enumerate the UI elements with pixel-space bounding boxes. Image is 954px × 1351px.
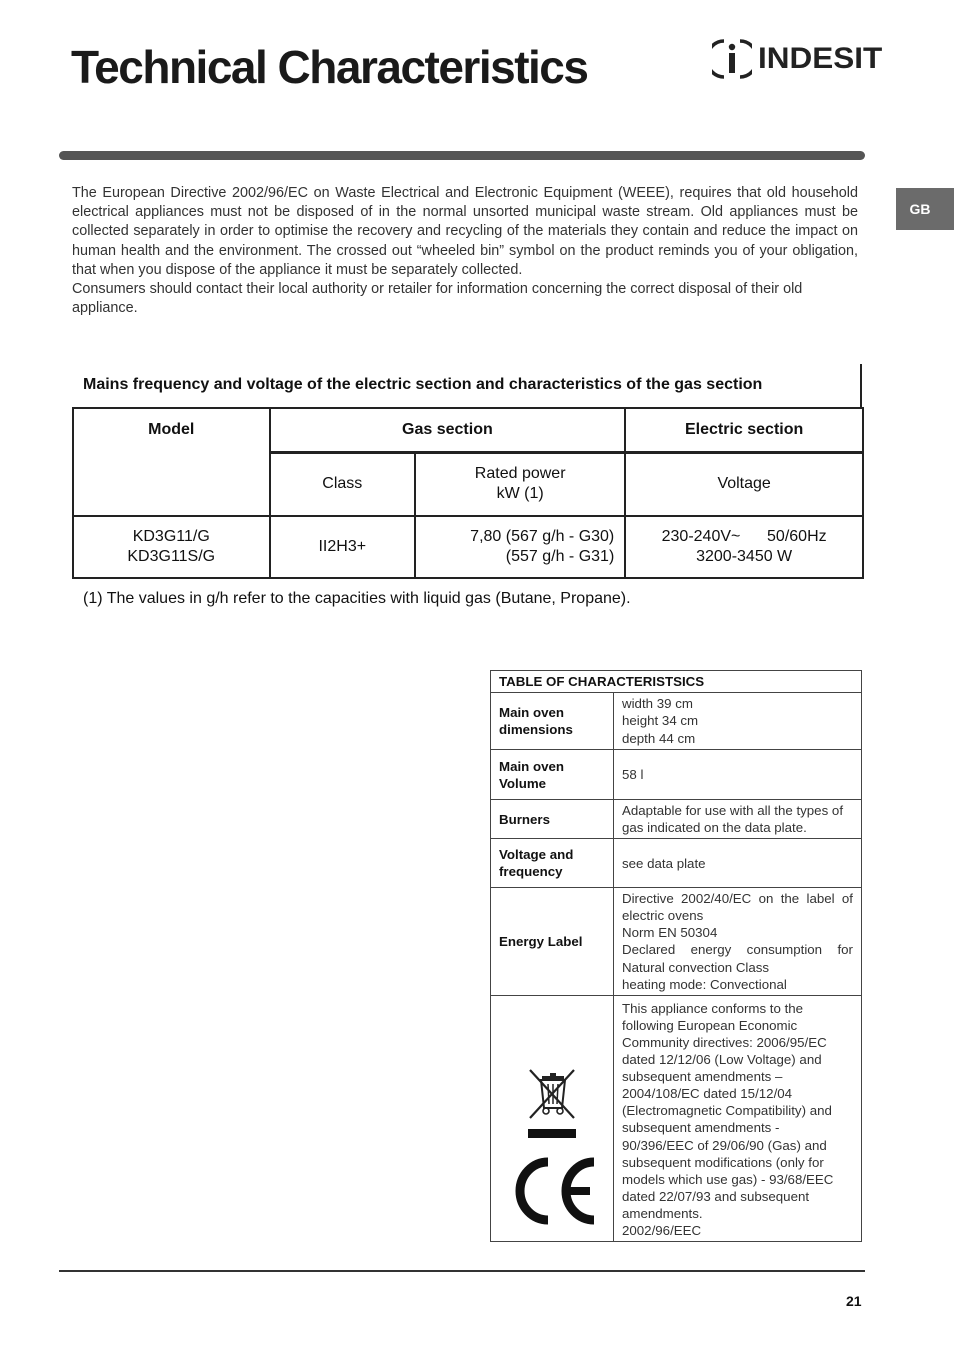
value-line: Declared energy consumption for Natural convection Class — [622, 942, 853, 975]
brand-name: INDESIT — [758, 42, 883, 75]
sub-voltage: Voltage — [625, 452, 863, 516]
row-label: Energy Label — [491, 888, 614, 996]
voltage-line2: 3200-3450 W — [696, 548, 793, 565]
row-value — [614, 750, 862, 800]
sub-rated-power-line2: kW (1) — [496, 485, 544, 503]
page-number: 21 — [846, 1293, 862, 1309]
value-line: height 34 cm — [622, 713, 699, 729]
sub-rated-power — [415, 452, 625, 516]
cell-voltage — [625, 516, 863, 578]
crossed-wheeled-bin-icon — [524, 1068, 580, 1122]
power-line2: (557 g/h - G31) — [505, 548, 615, 565]
compliance-text: This appliance conforms to the following European Economic Community directives: 2006/95/EC dated 12/12/06 (Low Voltage) and subsequent amendments – 2004/108/EC dated 15/12/04 (Electromagnetic Compatibility) and subsequent amendments - 90/396/EEC of 29/06/90 (Gas) and subsequent modifications (only for models which use gas) - 93/68/EEC dated 22/07/93 and subsequent amendments. — [622, 1000, 834, 1221]
table-row — [491, 750, 862, 800]
cell-class: II2H3+ — [270, 516, 416, 578]
col-gas-section: Gas section — [270, 408, 626, 452]
col-model: Model — [73, 408, 270, 516]
value-line: 58 l — [622, 766, 644, 782]
row-label: Burners — [491, 800, 614, 839]
sub-rated-power-line1: Rated power — [474, 465, 566, 483]
row-label: Voltage and frequency — [491, 839, 614, 888]
gas-electric-table — [72, 407, 864, 579]
page-title: Technical Characteristics — [71, 41, 588, 93]
characteristics-title: TABLE OF CHARACTERISTSICS — [491, 671, 862, 693]
row-value — [614, 800, 862, 839]
ce-mark-icon — [504, 1156, 600, 1226]
value-line: width 39 cm — [622, 696, 693, 712]
gas-table-heading: Mains frequency and voltage of the electric section and characteristics of the gas section — [72, 364, 862, 407]
cell-model — [73, 516, 270, 578]
value-line: Directive 2002/40/EC on the label of electric ovens — [622, 891, 853, 924]
weee-bar — [528, 1129, 576, 1138]
brand-logo-icon — [712, 37, 752, 81]
footer-divider — [59, 1270, 865, 1272]
row-value — [614, 888, 862, 996]
power-line1: 7,80 (567 g/h - G30) — [470, 528, 615, 545]
table-row — [491, 800, 862, 839]
footnote: (1) The values in g/h refer to the capacities with liquid gas (Butane, Propane). — [83, 590, 631, 607]
value-line: see data plate — [622, 855, 706, 871]
brand-logo — [712, 37, 883, 81]
header-divider — [59, 151, 865, 160]
model-line2: KD3G11S/G — [127, 548, 216, 565]
table-row — [491, 693, 862, 750]
row-label: Main oven Volume — [491, 750, 614, 800]
sub-class: Class — [270, 452, 416, 516]
weee-paragraph: The European Directive 2002/96/EC on Waste Electrical and Electronic Equipment (WEEE), requires that old household electrical appliances must not be disposed of in the normal unsorted municipal waste stream. Old appliances must be collected separately in order to optimise the recovery and recycling of the materials they contain and reduce the impact on human health and the environment. The crossed out “wheeled bin” symbol on the product reminds you of your obligation, that when you dispose of the appliance it must be separately collected. — [72, 185, 858, 278]
characteristics-table — [490, 670, 862, 1242]
disposal-paragraph: Consumers should contact their local authority or retailer for information concerning the correct disposal of their old appliance. — [72, 281, 803, 317]
table-row — [491, 888, 862, 996]
row-value — [614, 839, 862, 888]
voltage-line1: 230-240V~ 50/60Hz — [661, 528, 827, 545]
compliance-text-cell — [614, 995, 862, 1241]
compliance-directive: 2002/96/EEC — [622, 1222, 702, 1238]
table-row — [73, 516, 863, 578]
compliance-row — [491, 995, 862, 1241]
row-label: Main oven dimensions — [491, 693, 614, 750]
cell-rated-power — [415, 516, 625, 578]
compliance-symbols — [491, 995, 614, 1241]
language-tab: GB — [896, 188, 954, 230]
value-line: Norm EN 50304 — [622, 925, 718, 941]
table-header-row — [73, 408, 863, 452]
characteristics-title-row — [491, 671, 862, 693]
value-line: depth 44 cm — [622, 730, 696, 746]
table-row — [491, 839, 862, 888]
weee-notice — [72, 184, 858, 318]
value-line: heating mode: Convectional — [622, 976, 787, 992]
model-line1: KD3G11/G — [132, 528, 210, 545]
row-value — [614, 693, 862, 750]
col-electric-section: Electric section — [625, 408, 863, 452]
value-line: Adaptable for use with all the types of gas indicated on the data plate. — [622, 803, 844, 836]
